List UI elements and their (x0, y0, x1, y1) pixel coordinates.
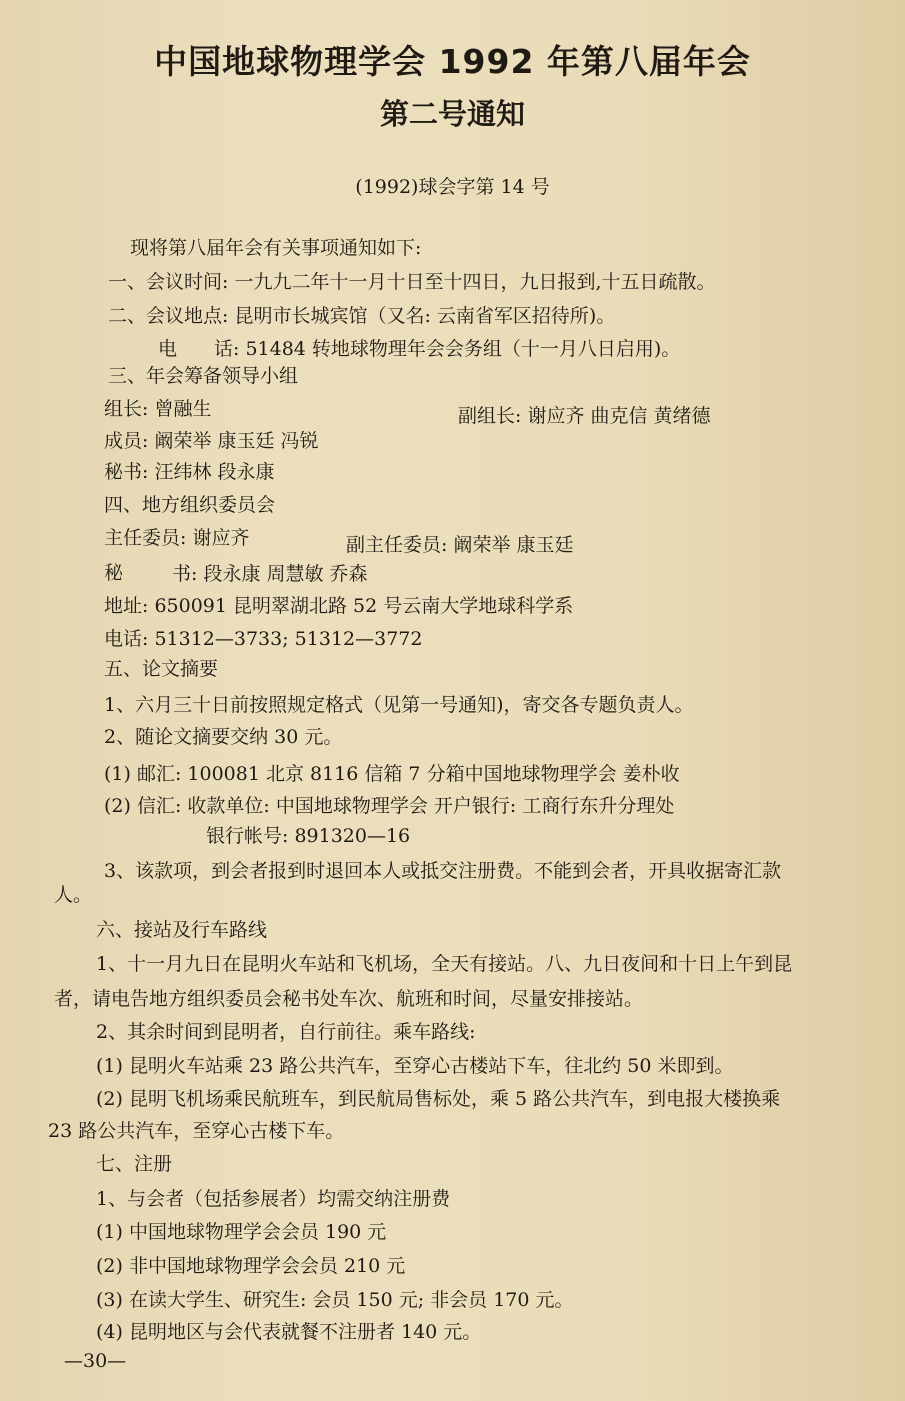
group-leader: 组长: 曾融生 (104, 398, 212, 420)
group-deputy: 副组长: 谢应齐 曲克信 黄绪德 (458, 405, 711, 427)
section7-heading: 七、注册 (96, 1153, 173, 1175)
group-secretary: 秘书: 汪纬林 段永康 (104, 461, 275, 483)
pickup-item-2: 2、其余时间到昆明者，自行前往。乘车路线: (96, 1021, 476, 1043)
committee-secretary: 书: 段永康 周慧敏 乔森 (172, 563, 368, 585)
pickup-item-1: 1、十一月九日在昆明火车站和飞机场，全天有接站。八、九日夜间和十日上午到昆 (96, 953, 793, 975)
committee-phone: 电话: 51312—3733; 51312—3772 (104, 628, 423, 650)
route-train-station: (1) 昆明火车站乘 23 路公共汽车，至穿心古楼站下车，往北约 50 米即到。 (96, 1055, 734, 1077)
registration-item-1: 1、与会者（包括参展者）均需交纳注册费 (96, 1188, 451, 1210)
group-members: 成员: 阚荣举 康玉廷 冯锐 (104, 430, 319, 452)
pickup-item-1-cont: 者，请电告地方组织委员会秘书处车次、航班和时间，尽量安排接站。 (54, 988, 644, 1010)
route-airport-cont: 23 路公共汽车，至穿心古楼下车。 (48, 1120, 345, 1142)
abstract-bank-remittance: (2) 信汇: 收款单位: 中国地球物理学会 开户银行: 工商行东升分理处 (104, 795, 675, 817)
intro-text: 现将第八届年会有关事项通知如下: (130, 237, 422, 259)
abstract-item-3-cont: 人。 (54, 884, 93, 906)
section3-heading: 三、年会筹备领导小组 (108, 365, 299, 387)
abstract-item-3: 3、该款项，到会者报到时退回本人或抵交注册费。不能到会者，开具收据寄汇款 (104, 860, 782, 882)
meeting-venue: 二、会议地点: 昆明市长城宾馆（又名: 云南省军区招待所)。 (108, 305, 616, 327)
committee-director: 主任委员: 谢应齐 (104, 527, 250, 549)
page-title: 中国地球物理学会 1992 年第八届年会 (154, 42, 751, 81)
document-number: (1992)球会字第 14 号 (355, 176, 550, 198)
abstract-bank-account: 银行帐号: 891320—16 (206, 825, 411, 847)
abstract-item-1: 1、六月三十日前按照规定格式（见第一号通知)，寄交各专题负责人。 (104, 694, 694, 716)
committee-deputy-director: 副主任委员: 阚荣举 康玉廷 (346, 534, 574, 556)
meeting-time: 一、会议时间: 一九九二年十一月十日至十四日，九日报到,十五日疏散。 (108, 271, 716, 293)
venue-phone: 话: 51484 转地球物理年会会务组（十一月八日启用)。 (214, 338, 681, 360)
section5-heading: 五、论文摘要 (104, 658, 219, 680)
fee-student: (3) 在读大学生、研究生: 会员 150 元; 非会员 170 元。 (96, 1289, 574, 1311)
route-airport: (2) 昆明飞机场乘民航班车，到民航局售标处，乘 5 路公共汽车，到电报大楼换乘 (96, 1088, 781, 1110)
fee-member: (1) 中国地球物理学会会员 190 元 (96, 1221, 387, 1243)
abstract-item-2: 2、随论文摘要交纳 30 元。 (104, 726, 343, 748)
page-number: —30— (64, 1350, 127, 1372)
section6-heading: 六、接站及行车路线 (96, 919, 268, 941)
page-subtitle: 第二号通知 (379, 97, 525, 131)
fee-local-delegate: (4) 昆明地区与会代表就餐不注册者 140 元。 (96, 1321, 482, 1343)
fee-non-member: (2) 非中国地球物理学会会员 210 元 (96, 1255, 406, 1277)
section4-heading: 四、地方组织委员会 (104, 494, 276, 516)
abstract-postal-remittance: (1) 邮汇: 100081 北京 8116 信箱 7 分箱中国地球物理学会 姜朴收 (104, 763, 680, 785)
phone-label: 电 (158, 338, 178, 360)
committee-secretary-label: 秘 (104, 562, 124, 584)
committee-address: 地址: 650091 昆明翠湖北路 52 号云南大学地球科学系 (104, 595, 574, 617)
